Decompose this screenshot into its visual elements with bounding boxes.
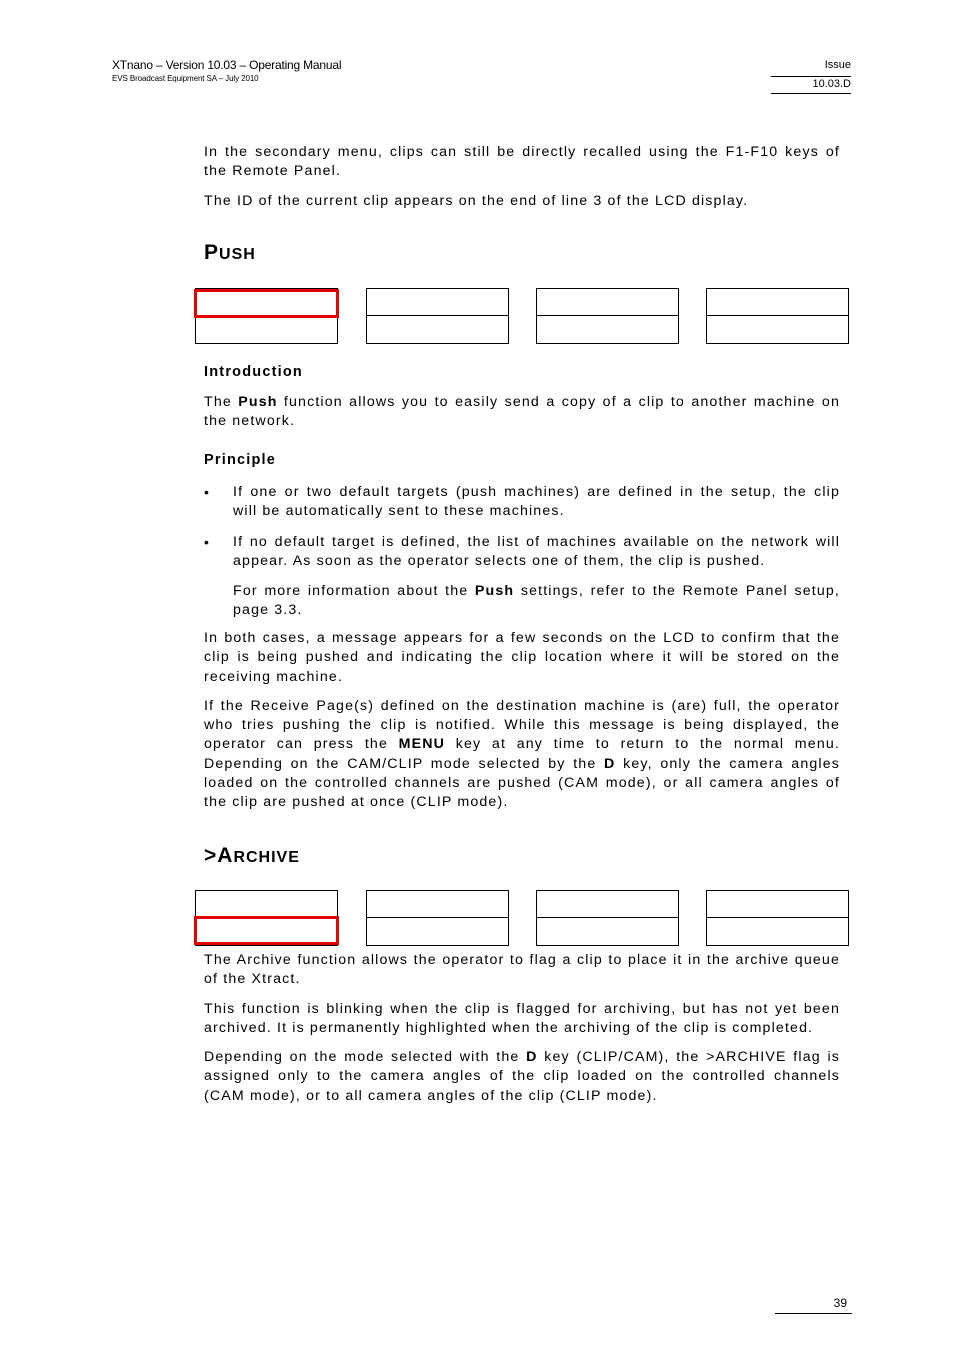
section-title-push: PUSH <box>204 241 256 264</box>
key-block-4 <box>706 890 849 946</box>
archive-paragraph-3: Depending on the mode selected with the D key (CLIP/CAM), the >ARCHIVE flag is assigned only to the camera angles of the clip loaded on the controlled channels (CAM mode), or to all camera angles of the clip (CLIP mode). <box>204 1049 841 1104</box>
paragraph-receive-page: If the Receive Page(s) defined on the destination machine is (are) full, the operator who tries pushing the clip is notified. While this message is being displayed, the operator can press the MENU key at any time to return to the normal menu. Depending on the CAM/CLIP mode selected by the D key, only the camera angles loaded on the controlled channels are pushed (CAM mode), or all camera angles of the clip are pushed at once (CLIP mode). <box>204 697 840 811</box>
push-key-diagram <box>195 288 850 344</box>
document-title: XTnano – Version 10.03 – Operating Manual <box>112 58 342 72</box>
push-key-highlight <box>194 289 339 318</box>
key-block-3 <box>536 890 679 946</box>
issue-block <box>771 58 851 94</box>
introduction-heading: Introduction <box>204 364 303 380</box>
issue-label: Issue <box>824 59 851 71</box>
intro-section <box>204 143 840 211</box>
archive-paragraph-1: The Archive function allows the operator to flag a clip to place it in the archive queue of the Xtract. <box>204 952 840 988</box>
key-block-3 <box>536 288 679 344</box>
key-block-4 <box>706 288 849 344</box>
archive-body <box>204 951 840 1106</box>
key-block-2 <box>366 890 509 946</box>
intro-paragraph-2: The ID of the current clip appears on the end of line 3 of the LCD display. <box>204 192 749 209</box>
bullet-item-1: If one or two default targets (push machines) are defined in the setup, the clip will be automatically sent to these machines. <box>233 484 840 520</box>
section-title-archive: >ARCHIVE <box>204 844 300 867</box>
bullet-item-2: If no default target is defined, the list of machines available on the network will appear. As soon as the operator selects one of them, the clip is pushed. For more information about the Push settings, refer to the Remote Panel setup, page 3.3. <box>233 534 840 618</box>
intro-paragraph-1: In the secondary menu, clips can still be directly recalled using the F1-F10 keys of the Remote Panel. <box>204 144 840 180</box>
bullet-marker: • <box>204 534 209 550</box>
archive-key-diagram <box>195 890 850 946</box>
footer-rule <box>775 1313 852 1314</box>
page-header <box>112 58 341 83</box>
page-number: 39 <box>833 1296 847 1310</box>
push-keyword: Push <box>238 394 278 410</box>
archive-key-highlight <box>194 916 339 945</box>
archive-paragraph-2: This function is blinking when the clip is flagged for archiving, but has not yet been archived. It is permanently highlighted when the archiving of the clip is completed. <box>204 1000 840 1036</box>
bullet-marker: • <box>204 484 209 500</box>
paragraph-both-cases: In both cases, a message appears for a few seconds on the LCD to confirm that the clip is being pushed and indicating the clip location where it will be stored on the receiving machine. <box>204 630 840 685</box>
introduction-text: The Push function allows you to easily send a copy of a clip to another machine on the network. <box>204 394 840 430</box>
key-block-2 <box>366 288 509 344</box>
push-body <box>204 629 840 813</box>
issue-number: 10.03.D <box>771 77 851 94</box>
document-subtitle: EVS Broadcast Equipment SA – July 2010 <box>112 74 259 83</box>
principle-heading: Principle <box>204 452 277 468</box>
